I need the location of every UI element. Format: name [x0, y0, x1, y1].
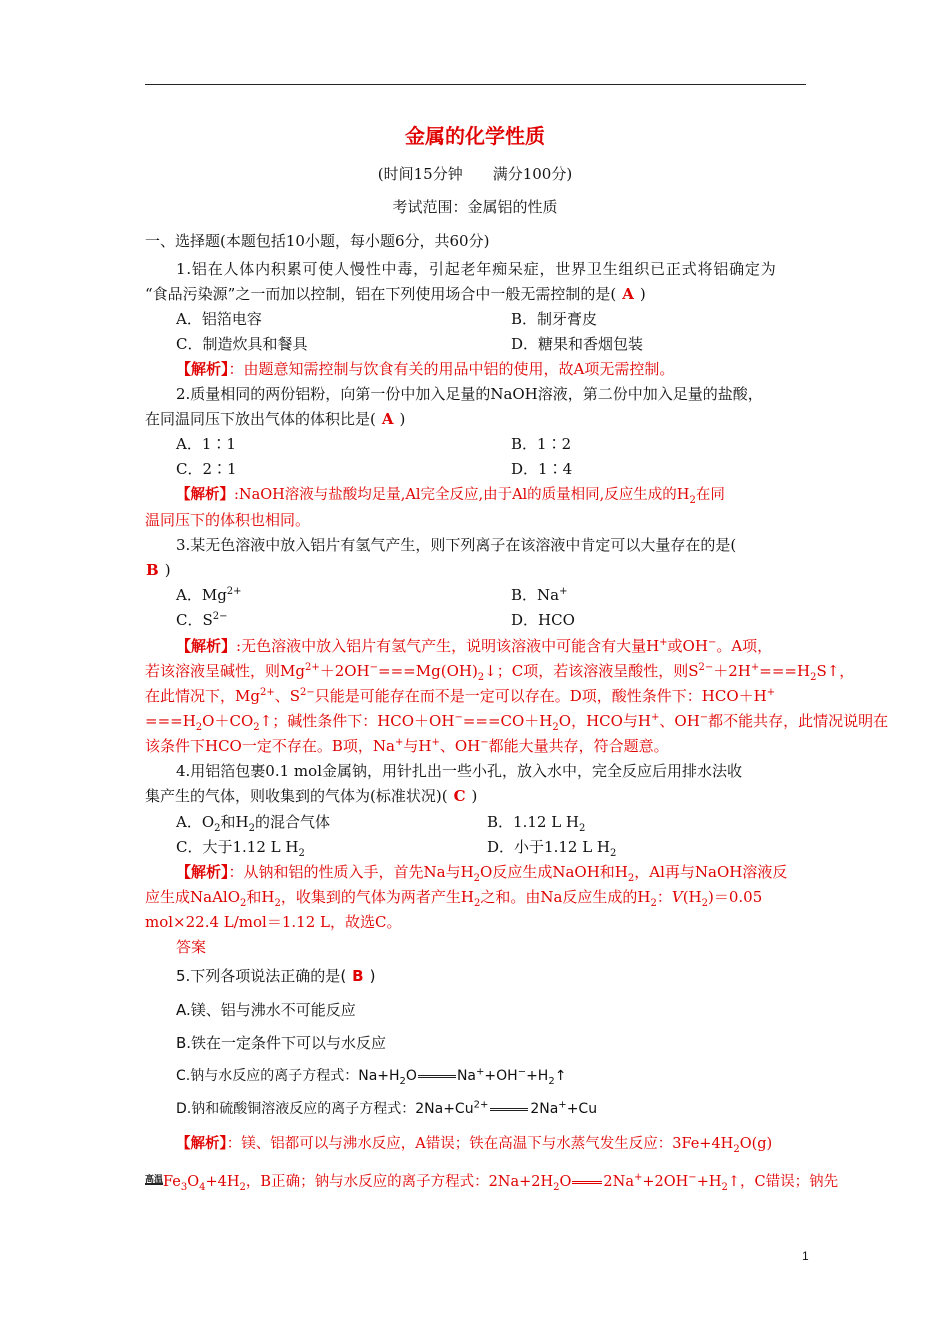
page-number: 1 [802, 1249, 809, 1263]
page-title: 金属的化学性质 [405, 124, 545, 148]
q4-answer: C [453, 787, 466, 805]
q1-option-c: C．制造炊具和餐具 [176, 335, 308, 353]
q5-explanation-line1: 【解析】：镁、铝都可以与沸水反应，A错误；铁在高温下与水蒸气发生反应：$3Fe+4H_2O(g)$ [176, 1135, 773, 1155]
q2-answer: A [381, 410, 394, 428]
q3-stem-line1: 3.某无色溶液中放入铝片有氢气产生，则下列离子在该溶液中肯定可以大量存在的是( [176, 536, 737, 554]
q5-option-c: C.钠与水反应的离子方程式：$Na+H_2O$ $Na^++OH^-+H_2↑$ [176, 1066, 567, 1087]
q3-option-a: A．$Mg^{2+}$ [176, 586, 242, 604]
q4-explanation-line1: 【解析】：从钠和铝的性质入手，首先Na与$H_2O$反应生成NaOH和$H_2$，Al再与NaOH溶液反 [176, 863, 788, 884]
q1-stem-line2: “食品污染源”之一而加以控制，铝在下列使用场合中一般无需控制的是( A ) [145, 285, 646, 303]
q1-option-a: A．铝箔电容 [176, 310, 262, 328]
q2-option-d: D．1∶4 [511, 460, 573, 478]
q2-explanation-line2: 温同压下的体积也相同。 [145, 511, 311, 529]
q1-stem-line1: 1.铝在人体内积累可使人慢性中毒，引起老年痴呆症，世界卫生组织已正式将铝确定为 [176, 260, 777, 278]
q4-explanation-line2: 应生成NaAlO$_2$和$H_2$，收集到的气体为两者产生$H_2$之和。由Na反应生成的$H_2$：$V(H_2)=0.05$ [145, 888, 763, 909]
q3-explanation-line5: 该条件下HCO一定不存在。B项，Na+与H+、OH−都能大量共存，符合题意。 [145, 737, 669, 755]
q4-stem-line1: 4.用铝箔包裹0.1 mol金属钠，用针扎出一些小孔，放入水中，完全反应后用排水法收 [176, 762, 742, 780]
q2-explanation-line1: 【解析】:NaOH溶液与盐酸均足量,Al完全反应,由于Al的质量相同,反应生成的$H_2$在同 [176, 486, 725, 506]
answer-label: 答案 [176, 938, 207, 956]
q4-option-b: B．1.12 L $H_2$ [487, 813, 586, 834]
q1-explanation: 【解析】：由题意知需控制与饮食有关的用品中铝的使用，故A项无需控制。 [176, 360, 675, 378]
q2-option-a: A．1∶1 [176, 435, 236, 453]
q5-option-a: A.镁、铝与沸水不可能反应 [176, 1001, 356, 1019]
header-rule [145, 84, 806, 85]
q3-option-b: B．Na+ [511, 586, 568, 604]
q1-option-d: D．糖果和香烟包装 [511, 335, 644, 353]
q5-explanation-line2: 高温$Fe_3O_4+4H_2$，B正确；钠与水反应的离子方程式：$2Na+2H_2O$ $2Na^++2OH^-+H_2↑$，C错误；钠先 [145, 1170, 838, 1192]
q3-explanation-line4: $===H_2O+CO_2↑$；碱性条件下：$HCO+OH^-===CO+H_2O$，HCO与H+、OH−都不能共存，此情况说明在 [145, 712, 889, 733]
q5-stem: 5.下列各项说法正确的是( B ) [176, 967, 376, 985]
q3-option-d: D．HCO [511, 611, 575, 629]
reaction-condition-high-temp: 高温 [145, 1175, 164, 1185]
q2-option-c: C．2∶1 [176, 460, 237, 478]
q5-answer: B [352, 967, 364, 985]
exam-scope: 考试范围：金属铝的性质 [392, 198, 558, 216]
q1-answer: A [622, 285, 634, 303]
q3-explanation-line3: 在此情况下，$Mg^{2+}$、$S^{2-}$只能是可能存在而不是一定可以存在。D项，酸性条件下：HCO＋H+ [145, 687, 776, 705]
q2-stem-line1: 2.质量相同的两份铝粉，向第一份中加入足量的NaOH溶液，第二份中加入足量的盐酸， [176, 385, 763, 403]
q1-option-b: B．制牙膏皮 [511, 310, 598, 328]
q3-option-c: C．$S^{2-}$ [176, 611, 228, 629]
q4-option-c: C．大于1.12 L $H_2$ [176, 838, 305, 859]
q2-option-b: B．1∶2 [511, 435, 572, 453]
q4-stem-line2: 集产生的气体，则收集到的气体为(标准状况)( C ) [145, 787, 478, 805]
section-heading: 一、选择题(本题包括10小题，每小题6分，共60分) [145, 232, 490, 250]
q3-answer: B [146, 561, 159, 579]
q4-explanation-line3: mol×22.4 L/mol＝1.12 L，故选C。 [145, 913, 402, 931]
q3-explanation-line1: 【解析】:无色溶液中放入铝片有氢气产生，说明该溶液中可能含有大量H+或OH−。A项， [176, 637, 773, 655]
q5-option-b: B.铁在一定条件下可以与水反应 [176, 1034, 387, 1052]
q2-stem-line2: 在同温同压下放出气体的体积比是( A ) [145, 410, 406, 428]
q3-stem-line2: B ) [140, 560, 171, 580]
q3-explanation-line2: 若该溶液呈碱性，则$Mg^{2+}+2OH^-===Mg(OH)_2↓$；C项，若该溶液呈酸性，则$S^{2-}+2H^+===H_2S↑$， [145, 662, 855, 683]
q4-option-d: D．小于1.12 L $H_2$ [487, 838, 617, 859]
time-info: (时间15分钟 满分100分) [377, 165, 573, 183]
q4-option-a: A．$O_2$和$H_2$的混合气体 [176, 813, 330, 834]
q5-option-d: D.钠和硫酸铜溶液反应的离子方程式：$2Na+Cu^{2+}$ 2Na++Cu [176, 1099, 598, 1117]
